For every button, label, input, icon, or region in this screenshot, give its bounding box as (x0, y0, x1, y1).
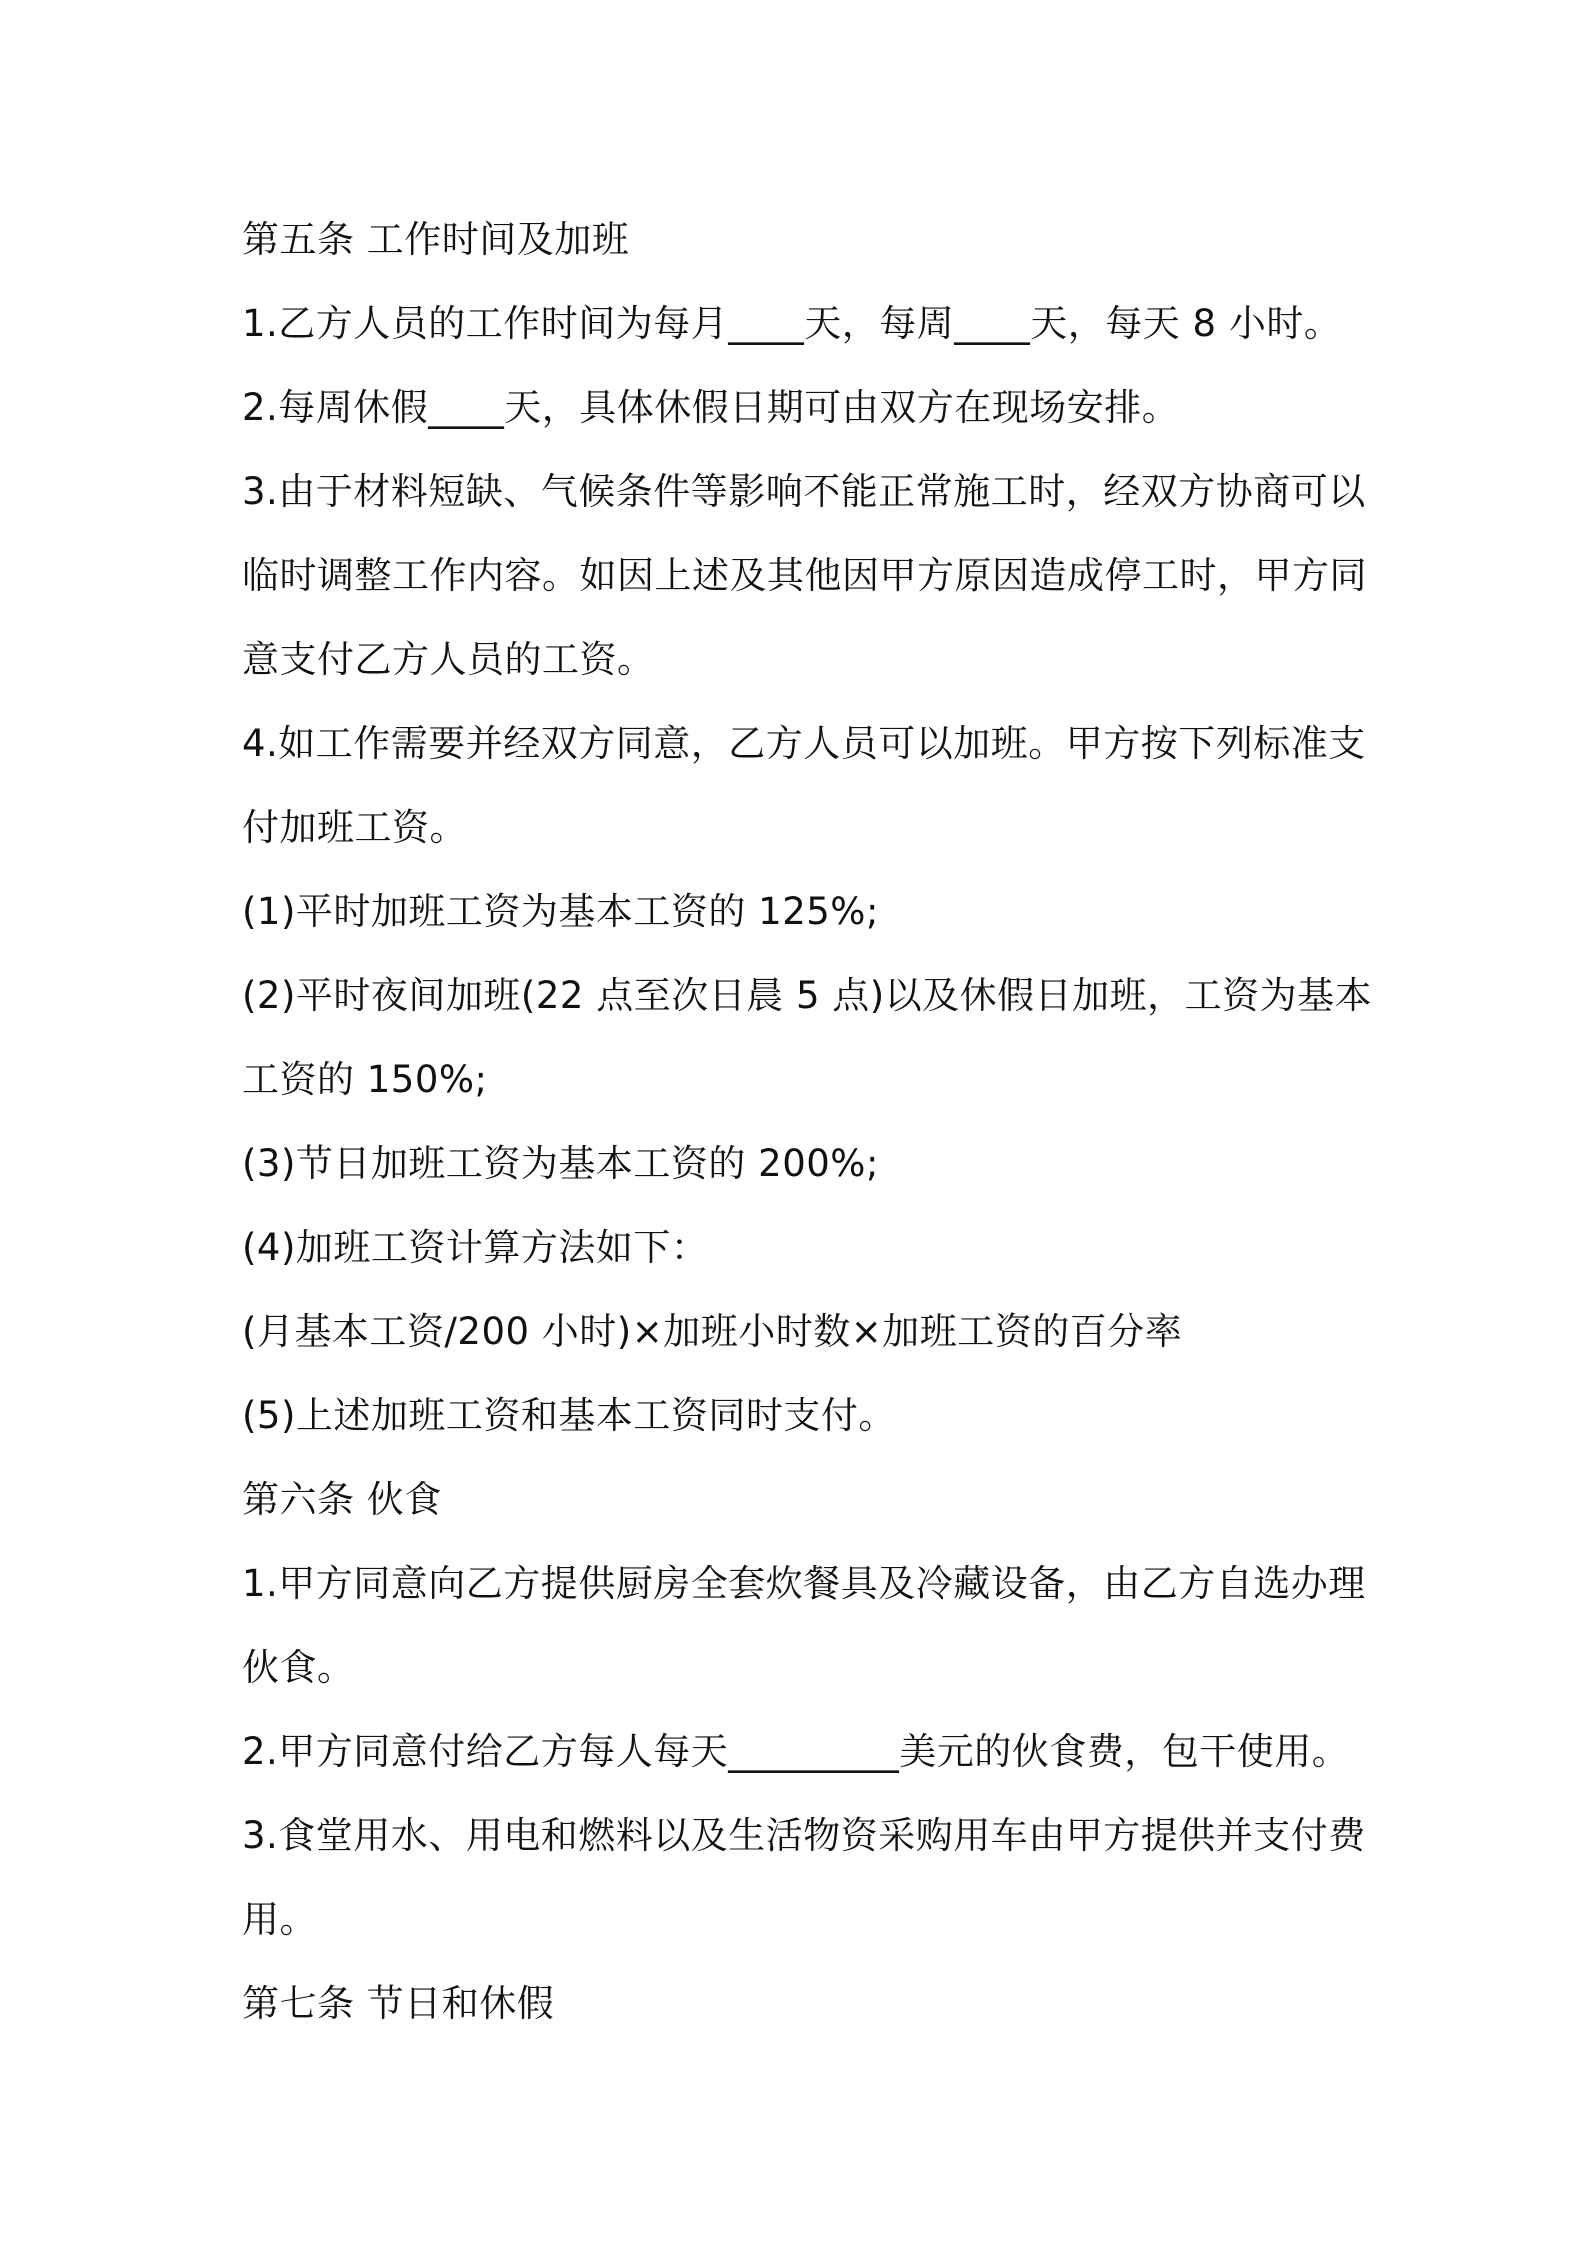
overtime-item-3: (3)节日加班工资为基本工资的 200%; (242, 1142, 879, 1185)
article-5-clause-3-line-2: 临时调整工作内容。如因上述及其他因甲方原因造成停工时，甲方同 (242, 554, 1367, 597)
article-5-clause-3-line-1: 3.由于材料短缺、气候条件等影响不能正常施工时，经双方协商可以 (242, 470, 1366, 513)
overtime-item-5: (5)上述加班工资和基本工资同时支付。 (242, 1394, 896, 1437)
article-6-clause-1-line-2: 伙食。 (242, 1646, 355, 1689)
article-5-clause-4-line-1: 4.如工作需要并经双方同意，乙方人员可以加班。甲方按下列标准支 (242, 722, 1366, 765)
article-5-heading: 第五条 工作时间及加班 (242, 218, 630, 261)
overtime-item-2-line-1: (2)平时夜间加班(22 点至次日晨 5 点)以及休假日加班，工资为基本 (242, 974, 1373, 1017)
overtime-item-2-line-2: 工资的 150%; (242, 1058, 488, 1101)
document-body (242, 198, 1373, 2046)
article-6-clause-3-line-1: 3.食堂用水、用电和燃料以及生活物资采购用车由甲方提供并支付费 (242, 1814, 1366, 1857)
overtime-item-4: (4)加班工资计算方法如下： (242, 1226, 709, 1269)
article-5-clause-1: 1.乙方人员的工作时间为每月____天，每周____天，每天 8 小时。 (242, 302, 1342, 345)
article-5-clause-3-line-3: 意支付乙方人员的工资。 (242, 638, 655, 681)
article-5-clause-4-line-2: 付加班工资。 (242, 806, 467, 849)
article-6-clause-2: 2.甲方同意付给乙方每人每天_________美元的伙食费，包干使用。 (242, 1730, 1350, 1773)
article-6-clause-1-line-1: 1.甲方同意向乙方提供厨房全套炊餐具及冷藏设备，由乙方自选办理 (242, 1562, 1366, 1605)
article-7-heading: 第七条 节日和休假 (242, 1982, 555, 2025)
overtime-item-1: (1)平时加班工资为基本工资的 125%; (242, 890, 879, 933)
article-5-clause-2: 2.每周休假____天，具体休假日期可由双方在现场安排。 (242, 386, 1180, 429)
overtime-formula: (月基本工资/200 小时)×加班小时数×加班工资的百分率 (242, 1310, 1183, 1353)
article-6-clause-3-line-2: 用。 (242, 1898, 317, 1941)
article-6-heading: 第六条 伙食 (242, 1478, 442, 1521)
